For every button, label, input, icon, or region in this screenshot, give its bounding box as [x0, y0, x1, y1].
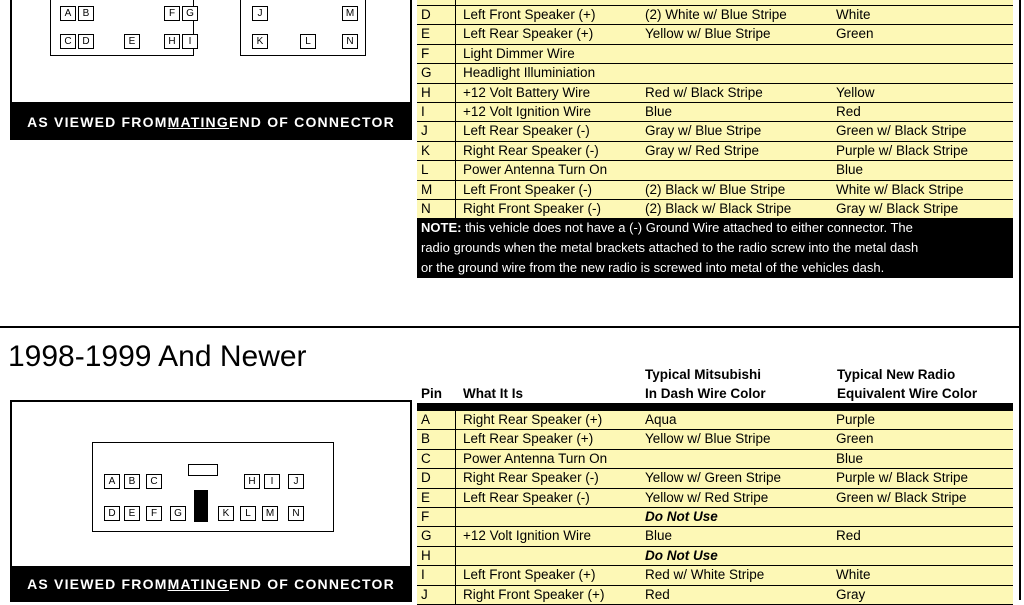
- new-radio-color-cell: Green w/ Black Stripe: [836, 489, 967, 505]
- pin-label: N: [288, 506, 304, 521]
- pin-cell: D: [421, 470, 431, 486]
- pin-label: K: [218, 506, 234, 521]
- table-row: [417, 469, 1013, 488]
- new-radio-color-cell: Red: [836, 103, 861, 119]
- new-radio-color-cell: Purple w/ Black Stripe: [836, 142, 969, 158]
- pin-label: D: [78, 34, 94, 49]
- pin-cell: E: [421, 26, 431, 42]
- note-text: or the ground wire from the new radio is screwed into metal of the vehicles dash.: [421, 260, 885, 275]
- pin-cell: A: [421, 412, 431, 427]
- pin-label: B: [78, 6, 94, 21]
- header-mit-line2: In Dash Wire Color: [645, 386, 766, 401]
- table-row: [417, 527, 1013, 546]
- pin-cell: F: [421, 45, 430, 61]
- new-radio-color-cell: Purple: [836, 412, 876, 427]
- bottom-wire-table: [417, 411, 1013, 605]
- note-text: radio grounds when the metal brackets attached to the radio screw into the metal dash: [421, 240, 919, 255]
- mitsubishi-color-cell: Blue: [645, 103, 673, 119]
- what-cell: Power Antenna Turn On: [463, 450, 608, 466]
- mitsubishi-color-cell: Red: [645, 586, 670, 602]
- pin-cell: D: [421, 7, 431, 22]
- mitsubishi-color-cell: Red w/ White Stripe: [645, 567, 765, 583]
- what-cell: Right Rear Speaker (+): [463, 412, 603, 427]
- new-radio-color-cell: Yellow: [836, 84, 875, 100]
- what-cell: +12 Volt Battery Wire: [463, 84, 591, 100]
- new-radio-color-cell: Purple w/ Black Stripe: [836, 470, 969, 486]
- what-cell: +12 Volt Ignition Wire: [463, 103, 591, 119]
- pin-label: G: [170, 506, 186, 521]
- mitsubishi-color-cell: Do Not Use: [645, 508, 718, 524]
- mitsubishi-color-cell: Yellow w/ Red Stripe: [645, 489, 769, 505]
- connector-key: [188, 464, 218, 476]
- mitsubishi-color-cell: Red w/ Black Stripe: [645, 84, 763, 100]
- header-pin: Pin: [421, 386, 443, 401]
- section-divider: [0, 326, 1020, 328]
- mitsubishi-color-cell: Do Not Use: [645, 547, 718, 563]
- pin-cell: N: [421, 200, 431, 216]
- pin-label: B: [124, 474, 140, 489]
- what-cell: Power Antenna Turn On: [463, 162, 608, 178]
- new-radio-color-cell: Blue: [836, 162, 864, 178]
- table-row: [417, 200, 1013, 219]
- table-row: [417, 411, 1013, 430]
- mitsubishi-color-cell: Blue: [645, 528, 673, 544]
- what-cell: Left Rear Speaker (+): [463, 431, 594, 447]
- pin-cell: H: [421, 547, 431, 563]
- pin-label: J: [288, 474, 304, 489]
- mitsubishi-color-cell: Gray w/ Blue Stripe: [645, 123, 762, 139]
- what-cell: Headlight Illuminiation: [463, 65, 596, 81]
- new-radio-color-cell: Gray: [836, 586, 866, 602]
- pin-cell: B: [421, 431, 431, 447]
- note-box: [417, 218, 1013, 278]
- pin-label: A: [104, 474, 120, 489]
- table-row: [417, 489, 1013, 508]
- table-row: [417, 181, 1013, 200]
- pin-label: H: [164, 34, 180, 49]
- new-radio-color-cell: White w/ Black Stripe: [836, 181, 964, 197]
- new-radio-color-cell: Gray w/ Black Stripe: [836, 200, 959, 216]
- header-new-line1: Typical New Radio: [837, 367, 956, 382]
- pin-label: F: [146, 506, 162, 521]
- pin-label: C: [146, 474, 162, 489]
- page-right-border: [1019, 0, 1021, 600]
- table-row: [417, 142, 1013, 161]
- note-label: NOTE:: [421, 220, 462, 235]
- what-cell: Right Front Speaker (+): [463, 586, 605, 602]
- header-rule: [417, 403, 1013, 411]
- connector-caption: AS VIEWED FROM MATING END OF CONNECTOR: [10, 104, 412, 140]
- mitsubishi-color-cell: Yellow w/ Blue Stripe: [645, 26, 771, 42]
- pin-label: M: [342, 6, 358, 21]
- what-cell: Right Rear Speaker (-): [463, 470, 599, 486]
- pin-label: L: [300, 34, 316, 49]
- pin-label: F: [164, 6, 180, 21]
- table-row: [417, 161, 1013, 180]
- bottom-connector-diagram: [10, 400, 412, 568]
- pin-cell: C: [421, 450, 431, 466]
- pin-cell: M: [421, 181, 433, 197]
- pin-cell: J: [421, 586, 428, 602]
- table-row: [417, 45, 1013, 64]
- table-row: [417, 508, 1013, 527]
- what-cell: Light Dimmer Wire: [463, 45, 575, 61]
- pin-label: D: [104, 506, 120, 521]
- pin-label: M: [262, 506, 278, 521]
- table-row: [417, 122, 1013, 141]
- pin-cell: F: [421, 508, 430, 524]
- connector-latch: [194, 490, 208, 522]
- what-cell: Left Rear Speaker (-): [463, 489, 590, 505]
- mitsubishi-color-cell: Gray w/ Red Stripe: [645, 142, 760, 158]
- table-row: [417, 6, 1013, 25]
- what-cell: Left Front Speaker (+): [463, 7, 596, 22]
- note-text: this vehicle does not have a (-) Ground Wire attached to either connector. The: [461, 220, 913, 235]
- header-mit-line1: Typical Mitsubishi: [645, 367, 762, 382]
- table-row: [417, 25, 1013, 44]
- pin-cell: K: [421, 142, 431, 158]
- what-cell: Right Front Speaker (-): [463, 200, 602, 216]
- table-row: [417, 586, 1013, 605]
- pin-label: H: [244, 474, 260, 489]
- pin-cell: L: [421, 162, 429, 178]
- section-title: 1998-1999 And Newer: [8, 340, 307, 373]
- what-cell: +12 Volt Ignition Wire: [463, 528, 591, 544]
- new-radio-color-cell: Green: [836, 26, 874, 42]
- pin-label: L: [240, 506, 256, 521]
- new-radio-color-cell: Green: [836, 431, 874, 447]
- table-row: [417, 430, 1013, 449]
- pin-label: K: [252, 34, 268, 49]
- pin-label: I: [182, 34, 198, 49]
- pin-cell: H: [421, 84, 431, 100]
- what-cell: Right Rear Speaker (-): [463, 142, 599, 158]
- pin-cell: J: [421, 123, 428, 139]
- pin-cell: I: [421, 567, 425, 583]
- pin-label: E: [124, 34, 140, 49]
- table-row: [417, 84, 1013, 103]
- pin-label: A: [60, 6, 76, 21]
- header-what: What It Is: [463, 386, 523, 401]
- pin-label: E: [124, 506, 140, 521]
- mitsubishi-color-cell: Aqua: [645, 412, 677, 427]
- table-row: [417, 64, 1013, 83]
- what-cell: Left Front Speaker (+): [463, 567, 596, 583]
- what-cell: Left Rear Speaker (+): [463, 26, 594, 42]
- pin-cell: I: [421, 103, 425, 119]
- mitsubishi-color-cell: (2) Black w/ Black Stripe: [645, 200, 792, 216]
- pin-cell: G: [421, 65, 432, 81]
- mitsubishi-color-cell: (2) Black w/ Blue Stripe: [645, 181, 786, 197]
- pin-cell: G: [421, 528, 432, 544]
- top-connector-diagram: [10, 0, 412, 104]
- pin-label: G: [182, 6, 198, 21]
- pin-label: N: [342, 34, 358, 49]
- table-row: [417, 103, 1013, 122]
- table-row: [417, 450, 1013, 469]
- mitsubishi-color-cell: Yellow w/ Blue Stripe: [645, 431, 771, 447]
- pin-cell: E: [421, 489, 431, 505]
- new-radio-color-cell: Blue: [836, 450, 864, 466]
- top-wire-table: [417, 0, 1013, 219]
- mitsubishi-color-cell: (2) White w/ Blue Stripe: [645, 7, 787, 22]
- what-cell: Left Rear Speaker (-): [463, 123, 590, 139]
- pin-label: C: [60, 34, 76, 49]
- pin-label: J: [252, 6, 268, 21]
- pin-label: I: [264, 474, 280, 489]
- new-radio-color-cell: Red: [836, 528, 861, 544]
- table-row: [417, 547, 1013, 566]
- new-radio-color-cell: White: [836, 7, 871, 22]
- header-new-line2: Equivalent Wire Color: [837, 386, 978, 401]
- mitsubishi-color-cell: Yellow w/ Green Stripe: [645, 470, 782, 486]
- new-radio-color-cell: White: [836, 567, 871, 583]
- connector-caption: AS VIEWED FROM MATING END OF CONNECTOR: [10, 566, 412, 602]
- table-row: [417, 566, 1013, 585]
- what-cell: Left Front Speaker (-): [463, 181, 593, 197]
- new-radio-color-cell: Green w/ Black Stripe: [836, 123, 967, 139]
